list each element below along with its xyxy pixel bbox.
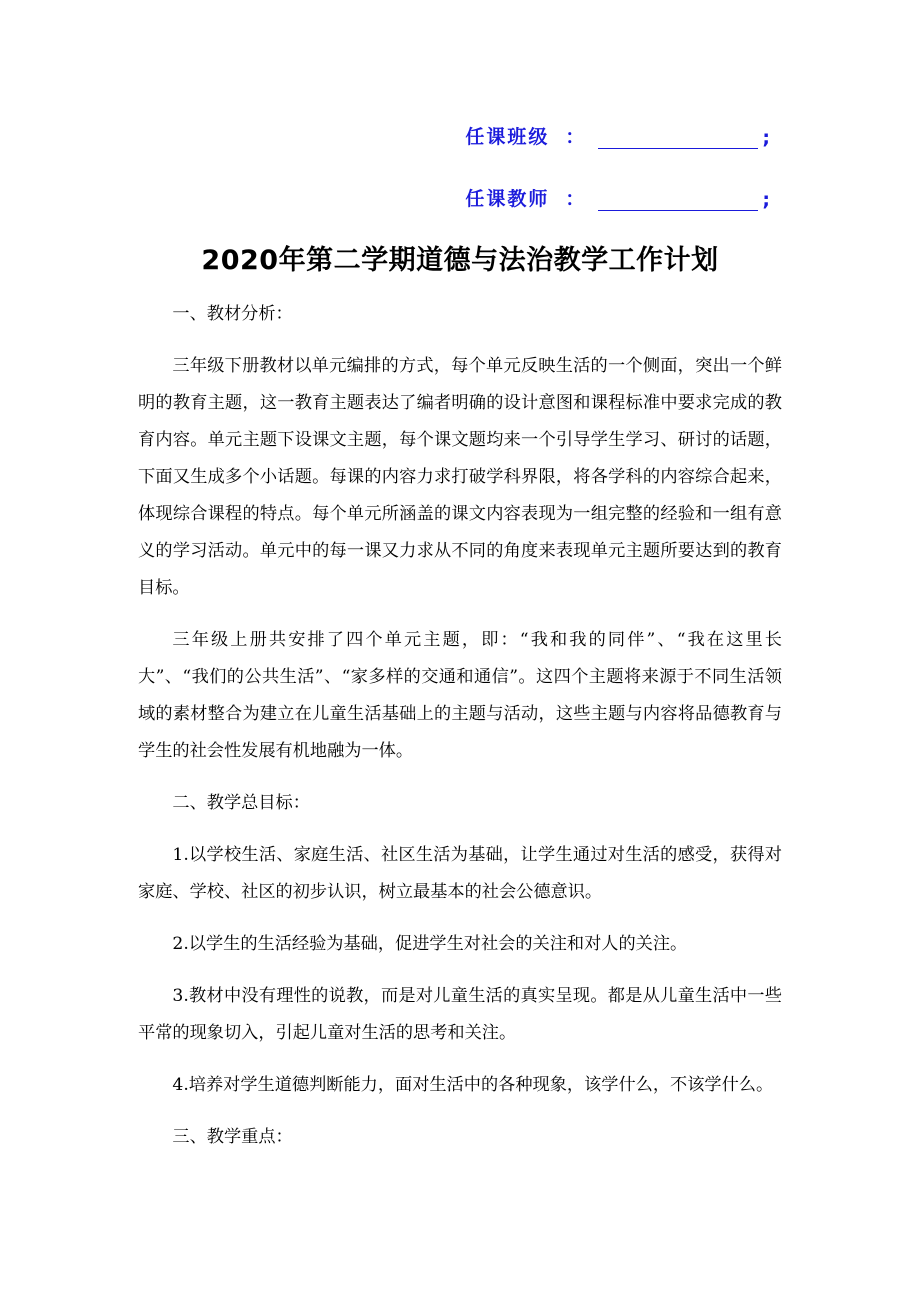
teacher-semicolon: ; [762,189,770,211]
goal-item-4: 4.培养对学生道德判断能力，面对生活中的各种现象，该学什么，不该学什么。 [172,1075,774,1095]
paragraph-unit-themes: 三年级上册共安排了四个单元主题，即：“我和我的同伴”、“我在这里长大”、“我们的公共生活”、“家多样的交通和通信”。这四个主题将来源于不同生活领域的素材整合为建立在儿童生活基础上的主题与活动，这些主题与内容将品德教育与学生的社会性发展有机地融为一体。 [138,630,782,761]
goal-item-2: 2.以学生的生活经验为基础，促进学生对社会的关注和对人的关注。 [172,934,688,954]
document-body [138,296,782,1171]
teacher-blank-line[interactable] [598,188,758,211]
class-colon: ： [565,126,585,148]
class-semicolon: ; [762,127,770,149]
paragraph-materials-overview: 三年级下册教材以单元编排的方式，每个单元反映生活的一个侧面，突出一个鲜明的教育主题，这一教育主题表达了编者明确的设计意图和课程标准中要求完成的教育内容。单元主题下设课文主题，每个课文题均来一个引导学生学习、研讨的话题，下面又生成多个小话题。每课的内容力求打破学科界限，将各学科的内容综合起来，体现综合课程的特点。每个单元所涵盖的课文内容表现为一组完整的经验和一组有意义的学习活动。单元中的每一课又力求从不同的角度来表现单元主题所要达到的教育目标。 [138,356,782,598]
class-field [465,122,770,149]
class-label: 任课班级 [465,126,550,148]
teacher-label: 任课教师 [465,188,550,210]
document-title: 2020年第二学期道德与法治教学工作计划 [201,245,719,276]
goal-item-1: 1.以学校生活、家庭生活、社区生活为基础，让学生通过对生活的感受，获得对家庭、学校、社区的初步认识，树立最基本的社会公德意识。 [138,845,782,902]
goal-item-3: 3.教材中没有理性的说教，而是对儿童生活的真实呈现。都是从儿童生活中一些平常的现象切入，引起儿童对生活的思考和关注。 [138,986,782,1043]
class-blank-line[interactable] [598,126,758,149]
teacher-field [465,184,770,211]
section-heading-goals: 二、教学总目标： [172,793,310,813]
teacher-colon: ： [565,188,585,210]
section-heading-materials: 一、教材分析： [172,304,293,324]
section-heading-focus: 三、教学重点： [172,1127,293,1147]
